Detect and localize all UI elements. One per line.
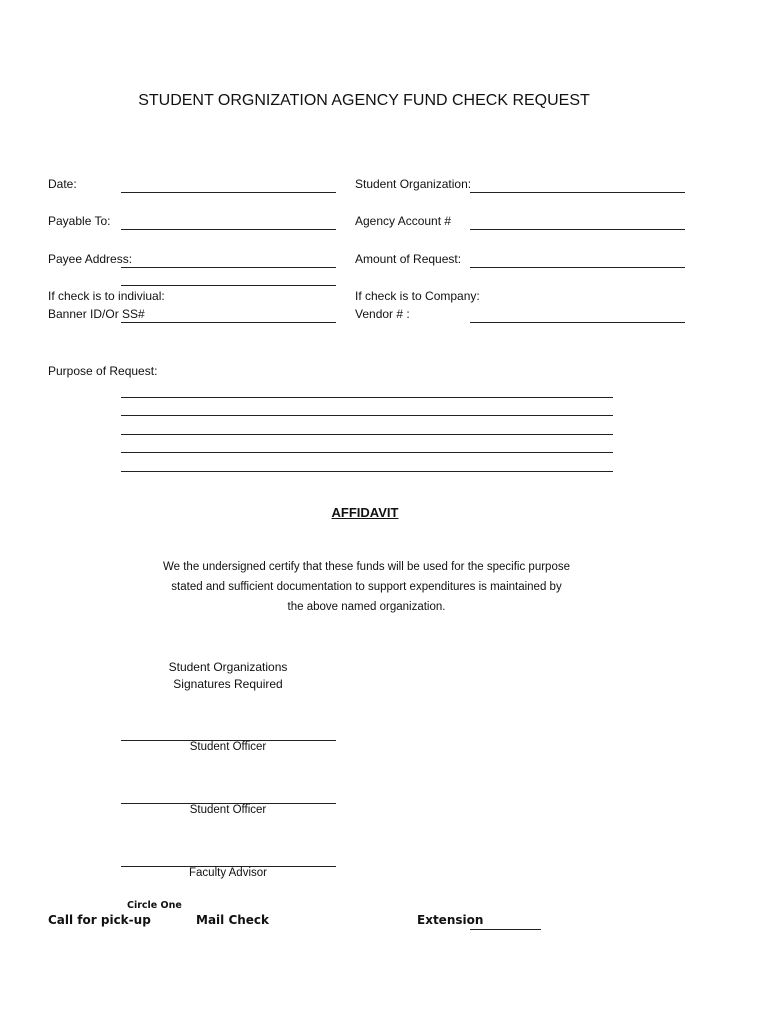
banner-id-label: Banner ID/Or SS# bbox=[48, 307, 145, 321]
if-company-label: If check is to Company: bbox=[355, 289, 480, 303]
payable-to-field[interactable] bbox=[121, 229, 336, 230]
signatures-heading-line-1: Student Organizations bbox=[168, 660, 288, 674]
circle-one-label: Circle One bbox=[127, 900, 182, 911]
payee-address-label: Payee Address: bbox=[48, 252, 133, 266]
agency-account-label: Agency Account # bbox=[355, 214, 452, 228]
purpose-field-line-3[interactable] bbox=[121, 434, 613, 435]
extension-label: Extension bbox=[417, 913, 484, 927]
payee-address-field-line-1[interactable] bbox=[121, 267, 336, 268]
affidavit-line-1: We the undersigned certify that these funds will be used for the specific purpose bbox=[163, 561, 570, 573]
affidavit-text bbox=[0, 557, 733, 617]
affidavit-line-3: the above named organization. bbox=[287, 601, 446, 613]
vendor-label: Vendor # : bbox=[355, 307, 410, 321]
extension-field[interactable] bbox=[470, 929, 541, 930]
affidavit-heading: AFFIDAVIT bbox=[331, 505, 399, 520]
amount-of-request-field[interactable] bbox=[470, 267, 685, 268]
amount-of-request-label: Amount of Request: bbox=[355, 252, 462, 266]
banner-id-field[interactable] bbox=[121, 322, 336, 323]
mail-check-option[interactable]: Mail Check bbox=[196, 913, 270, 927]
purpose-field-line-2[interactable] bbox=[121, 415, 613, 416]
page-title: STUDENT ORGNIZATION AGENCY FUND CHECK REQUEST bbox=[138, 92, 590, 109]
purpose-field-line-4[interactable] bbox=[121, 452, 613, 453]
payee-address-field-line-2[interactable] bbox=[121, 285, 336, 286]
date-field[interactable] bbox=[121, 192, 336, 193]
faculty-advisor-caption: Faculty Advisor bbox=[189, 867, 267, 879]
agency-account-field[interactable] bbox=[470, 229, 685, 230]
purpose-field-line-1[interactable] bbox=[121, 397, 613, 398]
signatures-heading bbox=[120, 659, 336, 693]
if-individual-label: If check is to indiviual: bbox=[48, 289, 165, 303]
purpose-field-line-5[interactable] bbox=[121, 471, 613, 472]
payable-to-label: Payable To: bbox=[48, 214, 111, 228]
student-organization-field[interactable] bbox=[470, 192, 685, 193]
student-officer-2-caption: Student Officer bbox=[189, 804, 267, 816]
student-officer-1-caption: Student Officer bbox=[189, 741, 267, 753]
date-label: Date: bbox=[48, 177, 77, 191]
signatures-heading-line-2: Signatures Required bbox=[173, 677, 283, 691]
purpose-label: Purpose of Request: bbox=[48, 364, 158, 378]
vendor-field[interactable] bbox=[470, 322, 685, 323]
affidavit-line-2: stated and sufficient documentation to support expenditures is maintained by bbox=[171, 581, 562, 593]
pickup-option[interactable]: Call for pick-up bbox=[48, 913, 151, 927]
student-organization-label: Student Organization: bbox=[355, 177, 472, 191]
